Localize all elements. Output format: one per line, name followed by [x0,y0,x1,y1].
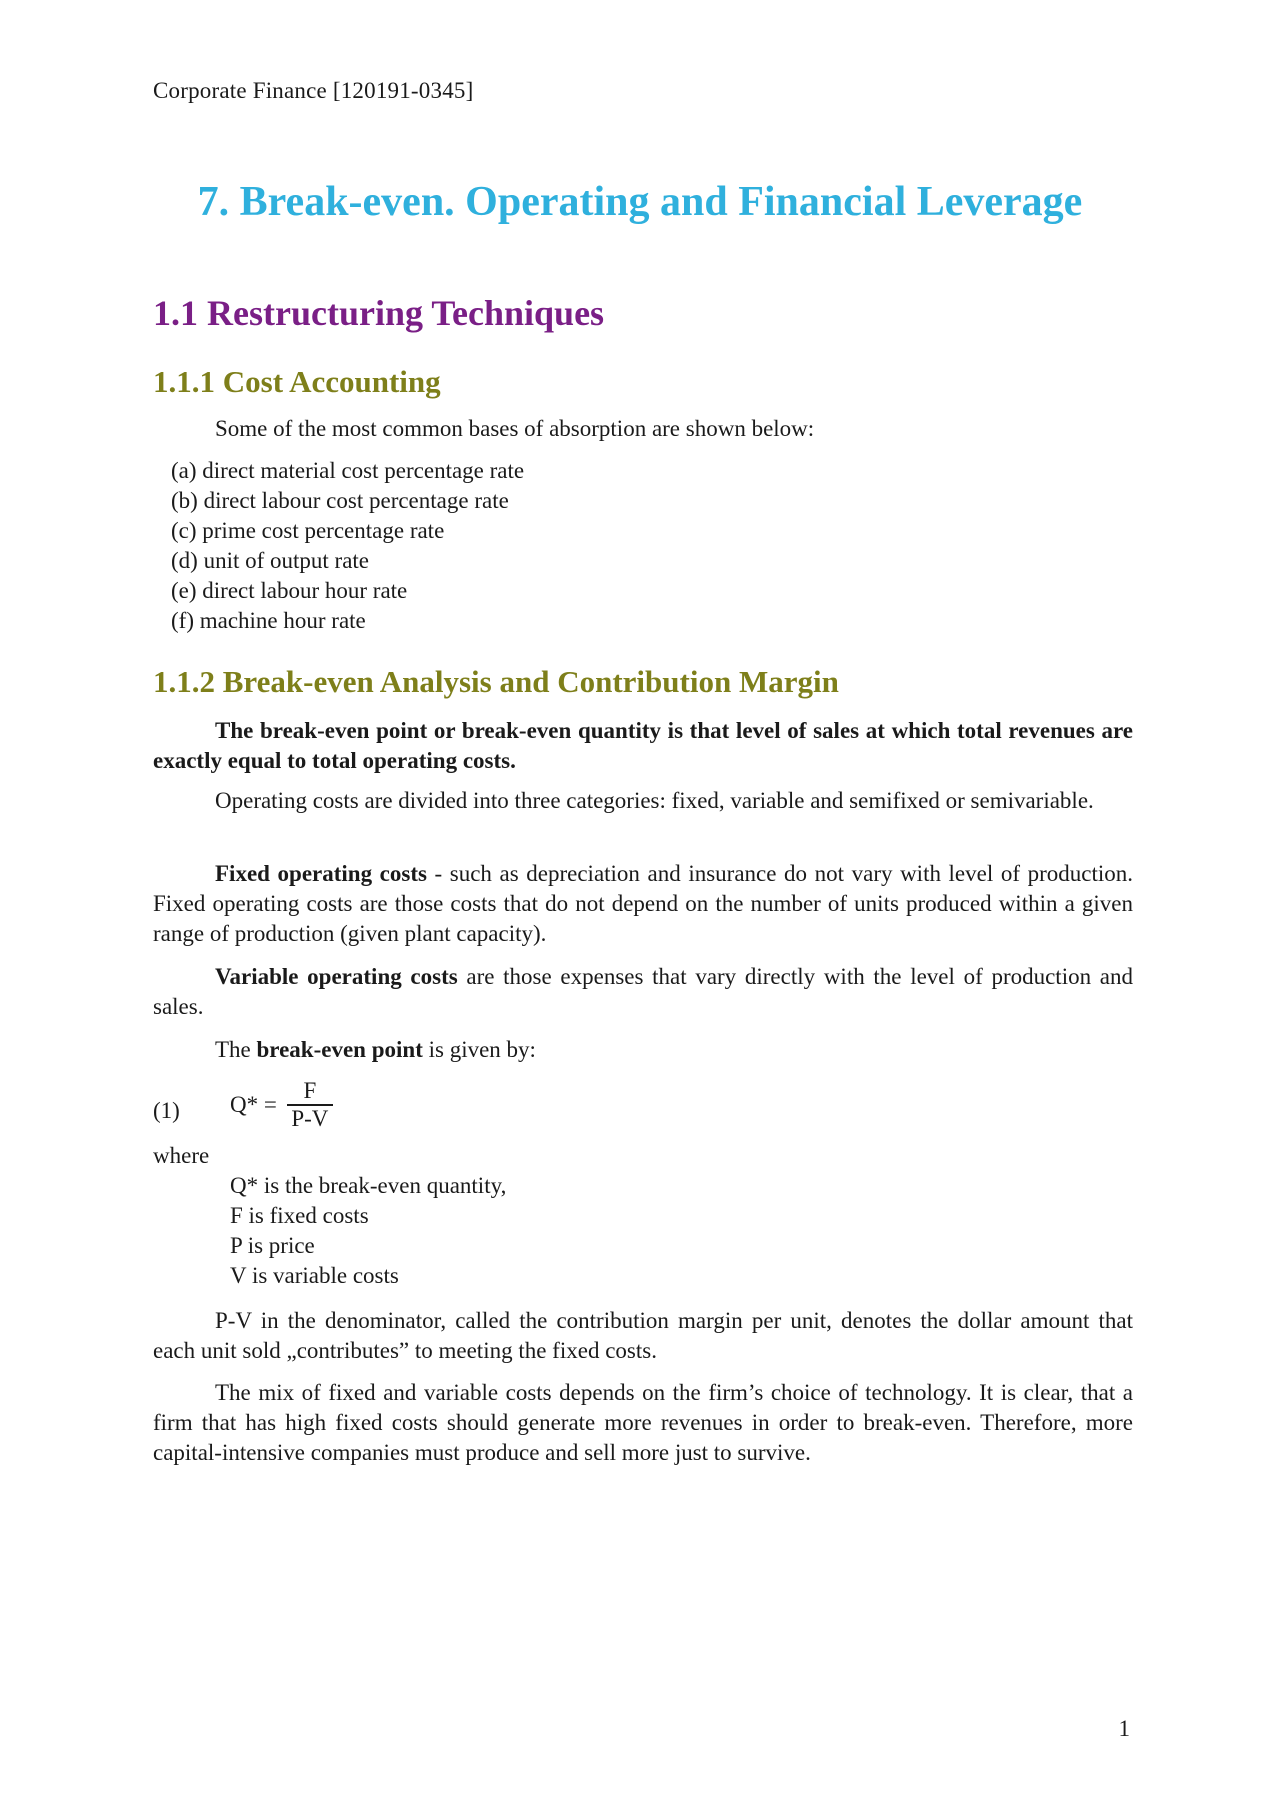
page-number: 1 [1118,1716,1130,1741]
variable-costs-paragraph [153,962,1133,1022]
list-item: (b) direct labour cost percentage rate [171,488,509,513]
fixed-costs-term: Fixed operating costs [215,861,427,886]
mix-text: The mix of fixed and variable costs depends on the firm’s choice of technology. It is clear, that a firm that has high fixed costs should generate more revenues in order to break-even. Therefore, more capital-intensive companies must produce and sell more just to survive. [153,1380,1133,1465]
absorption-bases-list [171,456,524,636]
list-item: (a) direct material cost percentage rate [171,458,525,483]
fixed-costs-paragraph [153,859,1133,949]
list-item: (c) prime cost percentage rate [171,518,445,543]
categories-paragraph [153,786,1133,816]
given-term: break-even point [256,1037,423,1062]
list-item: F is fixed costs [230,1203,369,1228]
formula-lhs: Q* = [230,1091,277,1117]
given-post: is given by: [422,1037,536,1062]
definition-text: The break-even point or break-even quantity is that level of sales at which total revenues are exactly equal to total operating costs. [153,718,1133,773]
list-item: (e) direct labour hour rate [171,578,408,603]
break-even-given-paragraph [153,1035,1133,1065]
cost-mix-paragraph [153,1378,1133,1468]
break-even-formula [230,1078,333,1132]
list-item: (f) machine hour rate [171,608,366,633]
intro-paragraph [153,414,1133,444]
formula-numerator: F [303,1078,317,1103]
list-item: Q* is the break-even quantity, [230,1173,507,1198]
where-label: where [153,1143,210,1168]
subsection-heading-break-even: 1.1.2 Break-even Analysis and Contribution Margin [153,664,839,699]
formula-fraction [287,1078,333,1132]
variable-costs-term: Variable operating costs [215,964,458,989]
list-item: V is variable costs [230,1263,399,1288]
variable-definitions-list [230,1171,506,1291]
intro-text: Some of the most common bases of absorption are shown below: [215,416,815,441]
definition-paragraph [153,716,1133,776]
chapter-title: 7. Break-even. Operating and Financial Leverage [197,179,1083,225]
variable-costs-text: are those expenses that vary directly with the level of production and sales. [153,964,1133,1019]
list-item: (d) unit of output rate [171,548,370,573]
categories-text: Operating costs are divided into three categories: fixed, variable and semifixed or semivariable. [215,788,1094,813]
fixed-costs-text: - such as depreciation and insurance do not vary with level of production. Fixed operating costs are those costs that do not depend on the number of units produced within a given range of production (given plant capacity). [153,861,1133,946]
formula-denominator: P-V [291,1105,329,1131]
list-item: P is price [230,1233,315,1258]
given-pre: The [215,1037,257,1062]
section-heading: 1.1 Restructuring Techniques [153,293,605,333]
subsection-heading-cost-accounting: 1.1.1 Cost Accounting [153,364,441,399]
equation-number: (1) [153,1098,180,1123]
contribution-text: P-V in the denominator, called the contribution margin per unit, denotes the dollar amount that each unit sold „contributes” to meeting the fixed costs. [153,1308,1133,1363]
running-header: Corporate Finance [120191-0345] [153,78,474,103]
contribution-margin-paragraph [153,1306,1133,1366]
